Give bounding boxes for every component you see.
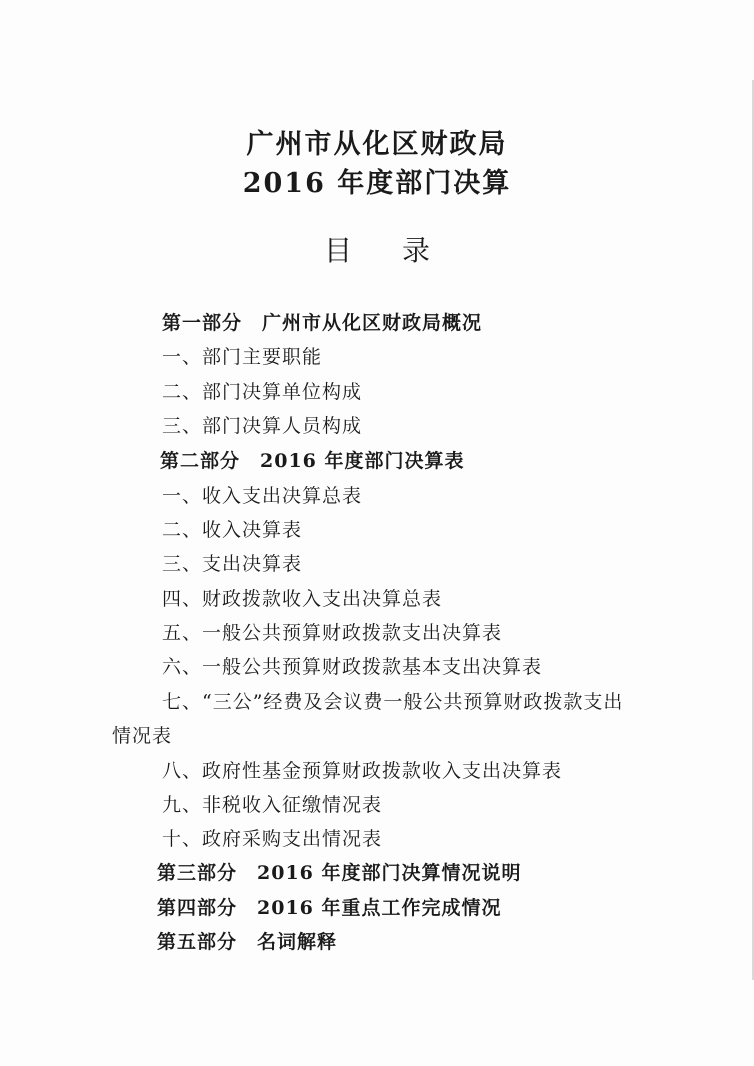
toc-part3-title: 2016 年度部门决算情况说明 (257, 862, 522, 884)
toc-item: 一、部门主要职能 (162, 346, 323, 368)
toc-part2-label: 第二部分 (160, 450, 241, 472)
toc-item: 三、支出决算表 (162, 553, 303, 575)
toc-item: 二、部门决算单位构成 (162, 381, 363, 403)
toc-item-continuation: 情况表 (112, 725, 173, 747)
toc-part1 (162, 311, 482, 335)
toc-part1-title: 广州市从化区财政局概况 (262, 312, 483, 334)
toc-part4-label: 第四部分 (157, 897, 238, 919)
toc-part5-label: 第五部分 (157, 931, 238, 953)
toc-part4 (157, 896, 502, 920)
toc-item: 七、“三公”经费及会议费一般公共预算财政拨款支出 (162, 691, 624, 713)
toc-heading: 目录 (323, 234, 480, 267)
toc-part3-label: 第三部分 (157, 862, 238, 884)
toc-item: 三、部门决算人员构成 (162, 415, 363, 437)
toc-part2-title: 2016 年度部门决算表 (260, 450, 465, 472)
toc-item: 一、收入支出决算总表 (162, 485, 363, 507)
toc-item: 九、非税收入征缴情况表 (162, 794, 383, 816)
toc-part5 (157, 930, 337, 954)
toc-item: 五、一般公共预算财政拨款支出决算表 (162, 622, 503, 644)
toc-part3 (157, 861, 522, 885)
toc-item: 十、政府采购支出情况表 (162, 828, 383, 850)
toc-part2 (160, 449, 465, 473)
document-title-line2: 2016 年度部门决算 (242, 168, 512, 199)
toc-part4-title: 2016 年重点工作完成情况 (257, 897, 502, 919)
toc-part1-label: 第一部分 (162, 312, 243, 334)
toc-item: 四、财政拨款收入支出决算总表 (162, 588, 443, 610)
toc-item: 八、政府性基金预算财政拨款收入支出决算表 (162, 760, 563, 782)
toc-item: 二、收入决算表 (162, 519, 303, 541)
document-title-line1: 广州市从化区财政局 (246, 129, 508, 160)
toc-item: 六、一般公共预算财政拨款基本支出决算表 (162, 656, 543, 678)
toc-part5-title: 名词解释 (257, 931, 338, 953)
